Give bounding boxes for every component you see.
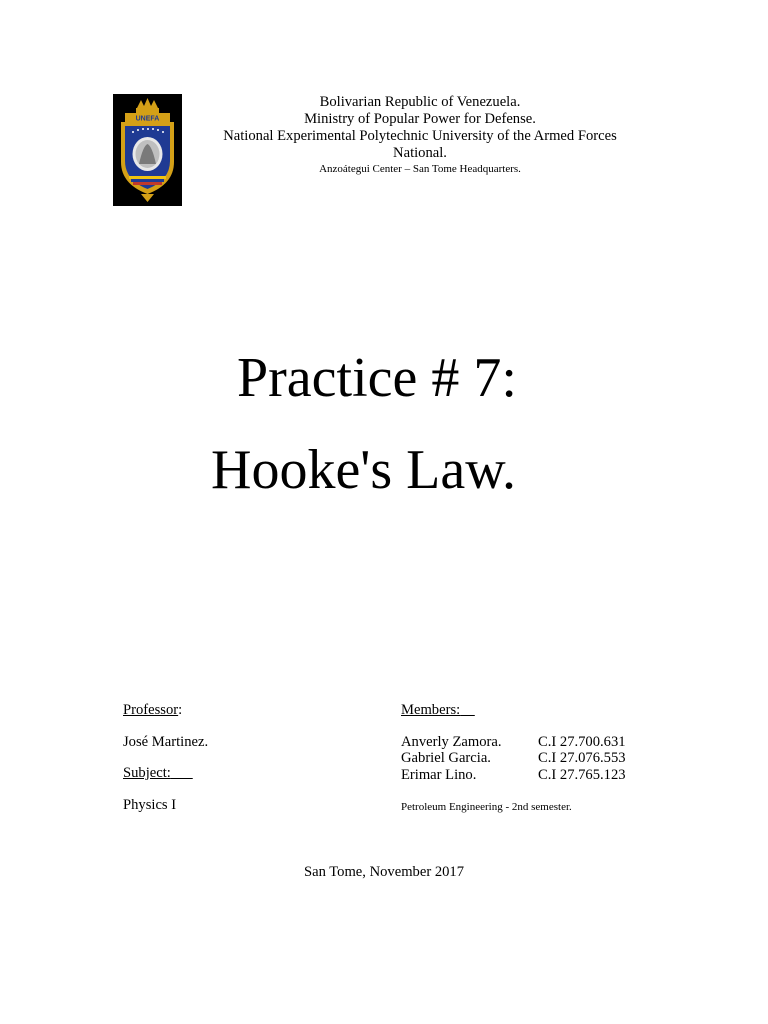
member-row [401,734,641,751]
members-label: Members: [401,702,461,718]
place-date: San Tome, November 2017 [303,864,465,880]
member-name: Erimar Lino. [401,767,477,783]
members-label-row [401,702,475,719]
university-crest-icon [113,94,182,206]
header-line-university: National Experimental Polytechnic University of the Armed Forces [223,128,617,144]
professor-colon: : [178,702,183,718]
member-name: Gabriel Garcia. [401,750,491,766]
member-ci: C.I 27.700.631 [538,734,626,750]
member-row [401,767,641,784]
practice-subtitle: Hooke's Law. [211,439,517,501]
member-name: Anverly Zamora. [401,734,502,750]
institution-header [200,94,640,177]
header-line-national: National. [393,145,447,161]
member-row [401,750,641,767]
subject-label: Subject: [123,765,171,781]
practice-title: Practice # 7: [237,347,517,409]
header-line-country: Bolivarian Republic of Venezuela. [319,94,521,110]
member-ci: C.I 27.765.123 [538,767,626,783]
program-note: Petroleum Engineering - 2nd semester. [401,801,572,813]
header-line-ministry: Ministry of Popular Power for Defense. [304,111,536,127]
subject-name: Physics I [123,797,177,813]
professor-label: Professor [123,702,179,718]
crest-lettering: UNEFA [135,115,160,123]
professor-label-row [123,702,182,719]
professor-name: José Martinez. [123,734,209,750]
member-ci: C.I 27.076.553 [538,750,626,766]
subject-label-row [123,765,193,782]
header-line-center: Anzoátegui Center – San Tome Headquarters. [319,163,521,175]
